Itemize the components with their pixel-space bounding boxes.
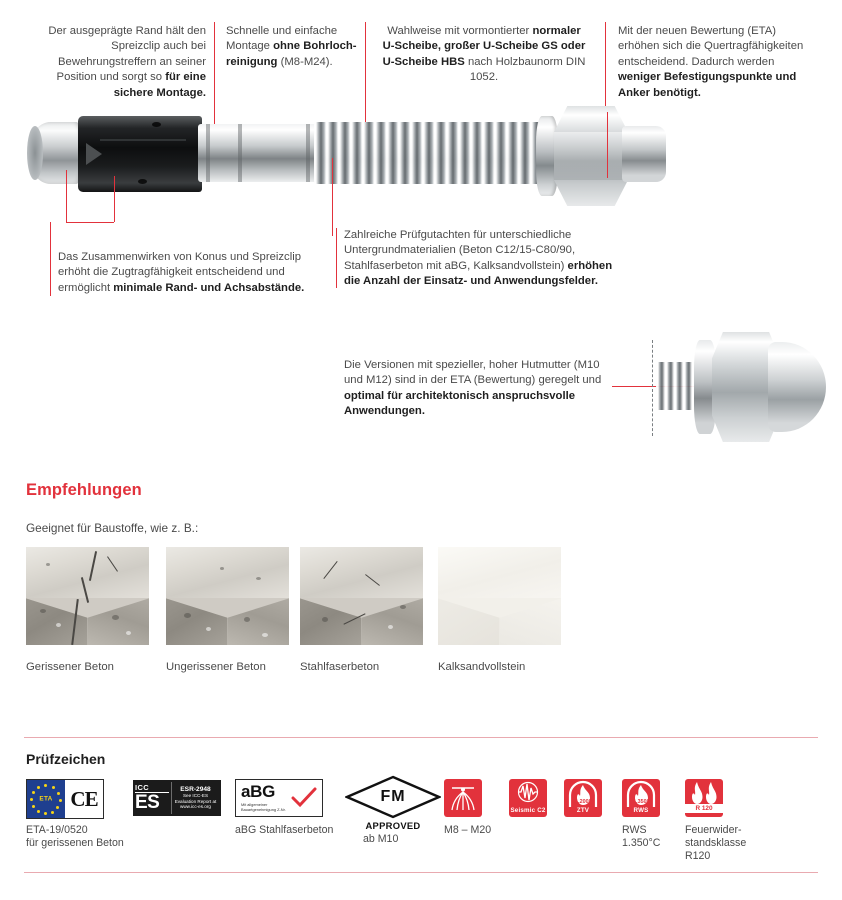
callout-cone-clip-interaction [58,250,320,296]
ztv-mark [564,779,602,817]
icc-es-right [171,782,219,814]
leader-line-thread-down [332,158,333,236]
badge-fm-approved [345,775,441,831]
recommendations-subheading: Geeignet für Baustoffe, wie z. B.: [26,521,199,535]
anchor-bolt-illustration [28,100,638,210]
rws-mark [622,779,660,817]
recommendations-heading: Empfehlungen [26,481,142,499]
fm-approved-text: APPROVED [365,820,421,831]
callout-text-bold: optimal für architektonisch anspruchsvolle Anwendungen. [344,389,576,418]
material-label-3: Kalksandvollstein [438,661,526,673]
callout-text-plain: Die Versionen mit spezieller, hoher Hutmutter (M10 und M12) sind in der ETA (Bewertung) geregelt und [344,359,602,387]
callout-edge-spread-clip [26,24,206,101]
callout-eta-shear-capacity [618,24,818,101]
anchor-thread-tip [622,126,666,182]
ce-mark [26,779,104,819]
icc-report-number: ESR-2948 [180,786,211,794]
badge-label-sprinkler: M8 – M20 [444,824,492,836]
callout-text-bold: erhöhen die Anzahl der Einsatz- und Anwendungsfelder. [344,259,613,288]
callout-washer-options [380,24,588,86]
sprinkler-mark [444,779,482,817]
abg-mark [235,779,323,817]
eu-flag-icon [27,780,65,818]
aggregate-speck [256,577,261,580]
badge-label-ce-line1: ETA-19/0520 [26,824,88,836]
leader-line-bottom-mid [336,228,337,288]
material-label-0: Gerissener Beton [26,661,114,673]
material-label-2: Stahlfaserbeton [300,661,380,673]
rws-temp: 1.350° [633,799,649,805]
abg-title: aBG [241,782,276,801]
seismic-mark [509,779,547,817]
icc-es-left [135,782,169,814]
eta-text: ETA [39,795,53,803]
icc-es-mark [133,780,221,816]
icc-text: ICC [135,784,169,794]
anchor-hex-nut [554,106,628,206]
callout-text-plain: Zahlreiche Prüfgutachten für unterschiedliche Untergrundmaterialien (Beton C12/15-C80/90, Stahlfaserbeton mit aBG, Kalksandvollstein) [344,229,576,272]
divider-top [24,737,818,738]
leader-line-cone-h [66,222,114,223]
badge-rws [622,779,660,817]
leader-line-washer-up [607,112,608,178]
badge-icc-es [133,780,221,816]
es-text: ES [135,792,160,814]
seismic-icon [509,779,547,809]
aggregate-speck [126,631,131,635]
callout-text-plain-2: nach Holzbaunorm DIN 1052. [464,55,586,84]
aggregate-speck [388,625,393,629]
divider-bottom [24,872,818,873]
badge-label-r120-line1: Feuerwider- [685,824,742,836]
dome-nut-cap [768,342,826,432]
dome-nut-axis [652,340,653,436]
abg-subtitle: Mit allgemeiner Bauartgenehmigung Z-Nr. [241,802,286,813]
swatch-top-face [26,547,149,598]
anchor-threaded-rod [314,122,546,184]
aggregate-speck [262,633,268,637]
callout-text-bold: für eine sichere Montage. [113,71,206,99]
aggregate-speck [184,613,191,618]
aggregate-speck [40,609,46,613]
r120-caption: R 120 [685,804,723,813]
leader-line-bottom-left [50,222,51,296]
anchor-shaft [198,124,318,182]
hex-nut-facet [554,132,628,180]
aggregate-speck [206,627,211,631]
badge-label-r120-line2: standsklasse [685,837,747,849]
callout-text-bold: ohne Bohrloch-reinigung [226,40,357,68]
aggregate-speck [56,623,61,627]
aggregate-speck [244,617,250,622]
checkmark-icon [291,787,317,809]
callout-text-plain: Der ausgeprägte Rand hält den Spreizclip auch bei Bewehrungstreffern an seiner Position und sorgt so [48,25,206,84]
ztv-caption: ZTV [576,807,590,814]
badge-seismic [509,779,547,817]
badge-label-fm: ab M10 [363,833,399,845]
rws-caption: RWS [633,807,649,814]
callout-text-plain: Wahlweise mit vormontierter [387,25,533,37]
dome-nut-thread [656,362,698,410]
clip-hole-bottom [138,179,147,184]
aggregate-speck [400,605,406,609]
shaft-band-2 [238,124,242,182]
fm-mark [345,775,441,819]
swatch-top-face [166,547,289,598]
badge-fire-r120 [685,779,723,817]
badge-sprinkler [444,779,482,817]
callout-test-reports [344,228,630,290]
badge-label-r120-line3: R120 [685,850,711,862]
fm-text: FM [380,788,406,805]
fire-resistance-mark [685,779,723,817]
material-swatch-gerissener-beton [26,547,149,645]
callout-text-bold: minimale Rand- und Achsabstände. [113,281,305,294]
sprinkler-icon [444,779,482,817]
badge-label-ce-line2: für gerissenen Beton [26,837,124,849]
dome-nut-illustration [650,326,820,446]
seismic-caption: Seismic C2 [510,807,546,814]
aggregate-speck [112,615,119,620]
anchor-expansion-clip [78,116,202,192]
leader-line-clip [114,176,115,222]
callout-text-bold: weniger Befestigungspunkte und Anker benötigt. [618,71,797,99]
callout-text-plain-2: (M8-M24). [277,55,333,68]
certifications-heading: Prüfzeichen [26,751,106,767]
anchor-cone [28,122,84,184]
badge-label-rws-line1: RWS [622,824,647,836]
material-label-1: Ungerissener Beton [166,661,266,673]
callout-text-bold: normaler U-Scheibe, großer U-Scheibe GS oder U-Scheibe HBS [382,25,586,68]
callout-text-plain: Schnelle und einfache Montage [226,25,338,53]
badge-label-abg: aBG Stahlfaserbeton [235,824,334,836]
material-swatch-stahlfaserbeton [300,547,423,645]
aggregate-speck [46,563,50,566]
ce-text: CE [70,786,98,811]
aggregate-speck [322,617,328,622]
callout-no-hole-cleaning [226,24,376,70]
shaft-band-3 [306,124,310,182]
ztv-temp: 1.200° [575,799,591,805]
callout-text-plain: Das Zusammenwirken von Konus und Spreizclip erhöht die Zugtragfähigkeit entscheidend und ermöglicht [58,251,301,294]
badge-label-rws-line2: 1.350°C [622,837,661,849]
badge-abg [235,779,323,817]
callout-dome-nut [344,358,606,420]
material-swatch-ungerissener-beton [166,547,289,645]
callout-text-plain: Mit der neuen Bewertung (ETA) erhöhen sich die Quertragfähigkeiten entscheidend. Dadurch werden [618,25,804,68]
badge-ztv [564,779,602,817]
material-swatch-kalksandvollstein [438,547,561,645]
leader-line-cone [66,170,67,222]
swatch-top-face [300,547,423,598]
badge-ce-eta [26,779,104,819]
icc-report-text: See ICC-ES Evaluation Report at www.icc-es.org [174,793,217,810]
shaft-band-1 [206,124,210,182]
aggregate-speck [220,567,224,570]
swatch-top-face [438,547,561,598]
clip-slot [100,139,186,141]
clip-hole-top [152,122,161,127]
